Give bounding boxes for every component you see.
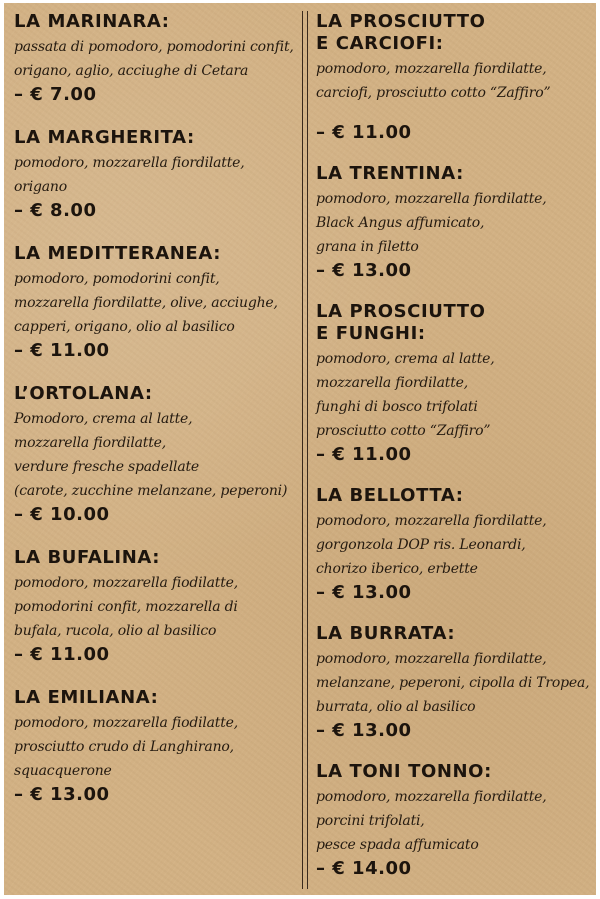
item-price: – € 11.00 bbox=[14, 644, 110, 665]
item-description: pomodoro, mozzarella fiordilatte, Black Angus affumicato, grana in filetto bbox=[316, 191, 547, 255]
item-description: pomodoro, pomodorini confit, mozzarella fiordilatte, olive, acciughe, capperi, origano, olio al basilico bbox=[14, 271, 278, 335]
item-title: LA EMILIANA: bbox=[14, 687, 159, 708]
item-price: – € 13.00 bbox=[316, 260, 412, 281]
item-title: LA PROSCIUTTO E FUNGHI: bbox=[316, 301, 486, 344]
item-description: pomodoro, mozzarella fiodilatte, pomodorini confit, mozzarella di bufala, rucola, olio al basilico bbox=[14, 575, 238, 639]
menu-column-right bbox=[316, 11, 592, 895]
item-price: – € 11.00 bbox=[14, 340, 110, 361]
item-description: pomodoro, crema al latte, mozzarella fiordilatte, funghi di bosco trifolati prosciutto cotto “Zaffiro” bbox=[316, 351, 495, 439]
item-title: LA BELLOTTA: bbox=[316, 485, 464, 506]
item-title: L’ORTOLANA: bbox=[14, 383, 153, 404]
item-description: pomodoro, mozzarella fiordilatte, porcini trifolati, pesce spada affumicato bbox=[316, 789, 547, 853]
item-description: Pomodoro, crema al latte, mozzarella fiordilatte, verdure fresche spadellate (carote, zucchine melanzane, peperoni) bbox=[14, 411, 288, 499]
menu-column-left bbox=[14, 11, 296, 827]
item-description: pomodoro, mozzarella fiodilatte, prosciutto crudo di Langhirano, squacquerone bbox=[14, 715, 238, 779]
menu-item bbox=[14, 11, 296, 107]
item-title: LA MARINARA: bbox=[14, 11, 170, 32]
item-price: – € 13.00 bbox=[14, 784, 110, 805]
item-title: LA PROSCIUTTO E CARCIOFI: bbox=[316, 11, 486, 54]
item-price: – € 13.00 bbox=[316, 582, 412, 603]
item-description: pomodoro, mozzarella fiordilatte, melanzane, peperoni, cipolla di Tropea, burrata, olio al basilico bbox=[316, 651, 590, 715]
item-price: – € 11.00 bbox=[316, 444, 412, 465]
item-price: – € 14.00 bbox=[316, 858, 412, 879]
item-description: pomodoro, mozzarella fiordilatte, carciofi, prosciutto cotto “Zaffiro” bbox=[316, 61, 551, 101]
column-divider bbox=[302, 11, 308, 889]
menu-item bbox=[14, 687, 296, 807]
item-price: – € 7.00 bbox=[14, 84, 97, 105]
menu-item bbox=[14, 243, 296, 363]
item-title: LA MEDITTERANEA: bbox=[14, 243, 221, 264]
menu-item bbox=[14, 383, 296, 527]
menu-item bbox=[316, 761, 592, 881]
item-spacer bbox=[316, 105, 592, 121]
menu-item bbox=[316, 163, 592, 283]
item-description: pomodoro, mozzarella fiordilatte, origano bbox=[14, 155, 245, 195]
menu-item bbox=[14, 127, 296, 223]
item-price: – € 10.00 bbox=[14, 504, 110, 525]
menu-item bbox=[316, 11, 592, 145]
item-price: – € 13.00 bbox=[316, 720, 412, 741]
menu-item bbox=[316, 623, 592, 743]
item-title: LA TONI TONNO: bbox=[316, 761, 492, 782]
menu-item bbox=[316, 301, 592, 467]
menu-item bbox=[14, 547, 296, 667]
item-title: LA BUFALINA: bbox=[14, 547, 161, 568]
menu-board bbox=[4, 3, 596, 895]
item-price: – € 8.00 bbox=[14, 200, 97, 221]
item-description: passata di pomodoro, pomodorini confit, origano, aglio, acciughe di Cetara bbox=[14, 39, 294, 79]
item-price: – € 11.00 bbox=[316, 122, 412, 143]
menu-item bbox=[316, 485, 592, 605]
item-description: pomodoro, mozzarella fiordilatte, gorgonzola DOP ris. Leonardi, chorizo iberico, erbette bbox=[316, 513, 547, 577]
item-title: LA MARGHERITA: bbox=[14, 127, 195, 148]
item-title: LA BURRATA: bbox=[316, 623, 456, 644]
item-title: LA TRENTINA: bbox=[316, 163, 464, 184]
